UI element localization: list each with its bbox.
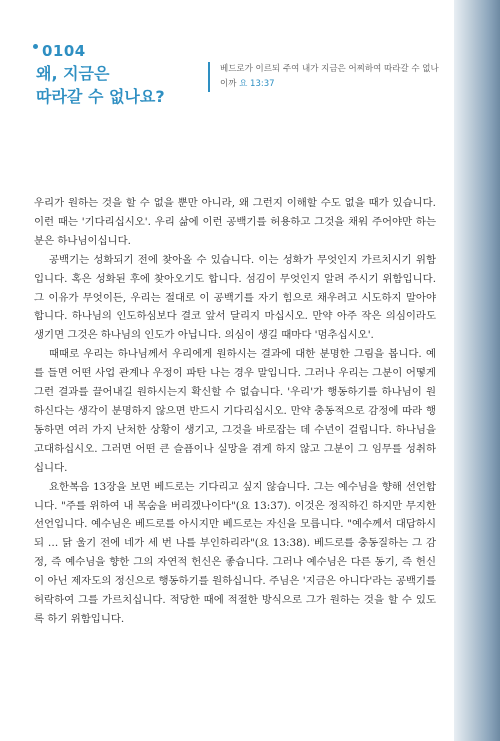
verse-reference: 요 13:37 [239, 79, 275, 89]
bullet-dot-icon [33, 44, 38, 49]
paragraph: 공백기는 성화되기 전에 찾아올 수 있습니다. 이는 성화가 무엇인지 가르치시기 위함입니다. 혹은 성화된 후에 찾아오기도 합니다. 섬김이 무엇인지 알려 주시기 위함입니다. 그 이유가 무엇이든, 우리는 절대로 이 공백기를 자기 힘으로 채우려고 시도하지 말아야 합니다. 하나님의 인도하심보다 결코 앞서 달리지 마십시오. 만약 아주 작은 의심이라도 생기면 그것은 하나님의 인도가 아닙니다. 의심이 생길 때마다 '멈추십시오'. [34, 253, 436, 342]
scripture-verse [208, 62, 445, 92]
title-line-2: 따라갈 수 없나요? [36, 87, 165, 106]
devotion-header [36, 42, 165, 108]
paragraph: 우리가 원하는 것을 할 수 없을 뿐만 아니라, 왜 그런지 이해할 수도 없을 때가 있습니다. 이런 때는 '기다리십시오'. 우리 삶에 이런 공백기를 허용하고 그것을 채워 주어야만 하는 분은 하나님이십니다. [34, 197, 436, 247]
devotion-title [36, 62, 165, 108]
body-text [34, 194, 436, 629]
verse-text: 베드로가 이르되 주여 내가 지금은 어찌하여 따라갈 수 없나이까 [220, 64, 439, 89]
page-edge-decoration [454, 0, 500, 741]
devotion-number: 0104 [42, 42, 86, 60]
paragraph: 요한복음 13장을 보면 베드로는 기다리고 싶지 않습니다. 그는 예수님을 향해 선언합니다. "주를 위하여 내 목숨을 버리겠나이다"(요 13:37). 이것은 정직하긴 하지만 무지한 선언입니다. 예수님은 베드로를 아시지만 베드로는 자신을 모릅니다. "예수께서 대답하시되 … 닭 울기 전에 네가 세 번 나를 부인하리라"(요 13:38). 베드로를 충동질하는 그 감정, 즉 예수님을 향한 그의 자연적 헌신은 좋습니다. 그러나 예수님은 다른 동기, 즉 헌신이 아닌 제자도의 정신으로 행동하기를 원하십니다. 주님은 '지금은 아니다'라는 공백기를 허락하여 그를 가르치십니다. 적당한 때에 적절한 방식으로 그가 원하는 것을 할 수 있도록 하기 위함입니다. [34, 480, 436, 625]
paragraph: 때때로 우리는 하나님께서 우리에게 원하시는 결과에 대한 분명한 그림을 봅니다. 예를 들면 어떤 사업 관계나 우정이 파탄 나는 경우 말입니다. 그러나 우리는 그분이 어떻게 그런 결과를 끌어내길 원하시는지 확신할 수 없습니다. '우리'가 행동하기를 하나님이 원하신다는 생각이 분명하지 않으면 반드시 기다리십시오. 만약 충동적으로 감정에 따라 행동하면 여러 가지 난처한 상황이 생기고, 그것을 바로잡는 데 수년이 걸립니다. 하나님을 고대하십시오. 그러면 어떤 큰 슬픔이나 실망을 겪게 하지 않고 그분이 그 임무를 성취하십니다. [34, 348, 436, 474]
title-line-1: 왜, 지금은 [36, 64, 110, 83]
